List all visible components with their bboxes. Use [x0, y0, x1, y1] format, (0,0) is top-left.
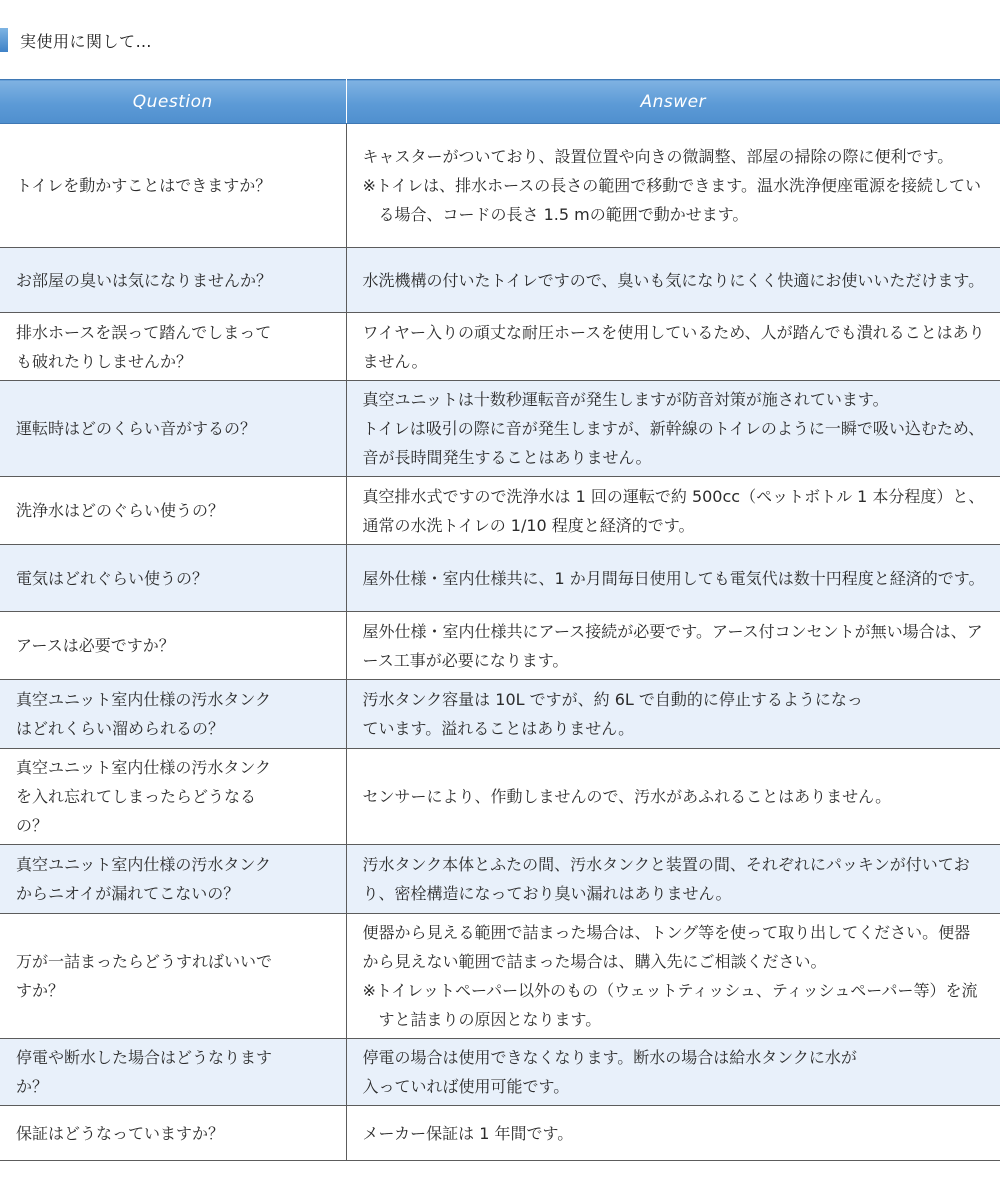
answer-column-header: Answer — [346, 80, 1000, 124]
answer-cell — [346, 612, 1000, 680]
answer-cell — [346, 313, 1000, 381]
faq-header-row — [0, 80, 1000, 124]
question-cell — [0, 124, 346, 248]
question-cell — [0, 612, 346, 680]
answer-text: ワイヤー入りの頑丈な耐圧ホースを使用しているため、人が踏んでも潰れることはありません。 — [362, 322, 985, 371]
answer-text: トイレは吸引の際に音が発生しますが、新幹線のトイレのように一瞬で吸い込むため、音が長時間発生することはありません。 — [362, 419, 985, 467]
answer-cell — [346, 680, 1000, 749]
question-cell — [0, 1039, 346, 1106]
question-text: 保証はどうなっていますか？ — [16, 1123, 225, 1143]
faq-row — [0, 1106, 1000, 1161]
faq-row — [0, 749, 1000, 845]
answer-cell — [346, 1106, 1000, 1161]
question-cell — [0, 313, 346, 381]
faq-body — [0, 124, 1000, 1161]
question-text: の？ — [16, 816, 49, 835]
answer-text: キャスターがついており、設置位置や向きの微調整、部屋の掃除の際に便利です。 — [362, 147, 954, 166]
faq-table — [0, 79, 1000, 1161]
answer-cell — [346, 914, 1000, 1039]
heading-accent-bar — [0, 28, 8, 52]
faq-row — [0, 680, 1000, 749]
section-title: 実使用に関して… — [20, 31, 153, 51]
faq-row — [0, 477, 1000, 545]
answer-text: 屋外仕様・室内仕様共にアース接続が必要です。アース付コンセントが無い場合は、アース工事が必要になります。 — [362, 621, 983, 670]
faq-row — [0, 381, 1000, 477]
faq-row — [0, 124, 1000, 248]
question-text: 真空ユニット室内仕様の汚水タンク — [16, 855, 272, 874]
answer-cell — [346, 124, 1000, 248]
answer-cell — [346, 381, 1000, 477]
answer-note: ※トイレは、排水ホースの長さの範囲で移動できます。温水洗浄便座電源を接続している場合、コードの長さ 1.5 mの範囲で動かせます。 — [362, 176, 982, 224]
answer-cell — [346, 1039, 1000, 1106]
answer-cell — [346, 477, 1000, 545]
question-text: からニオイが漏れてこないの？ — [16, 884, 240, 903]
answer-text: メーカー保証は 1 年間です。 — [362, 1123, 574, 1143]
question-column-header: Question — [0, 80, 346, 124]
answer-text: 真空ユニットは十数秒運転音が発生しますが防音対策が施されています。 — [362, 390, 889, 409]
question-text: すか？ — [16, 981, 65, 1000]
answer-cell — [346, 749, 1000, 845]
faq-row — [0, 914, 1000, 1039]
question-text: 真空ユニット室内仕様の汚水タンク — [16, 758, 272, 777]
question-cell — [0, 845, 346, 914]
question-text: か？ — [16, 1077, 49, 1096]
question-text: も破れたりしませんか？ — [16, 351, 193, 371]
answer-text: 汚水タンク容量は 10L ですが、約 6L で自動的に停止するようになっ — [362, 690, 863, 709]
answer-cell — [346, 545, 1000, 612]
question-text: 電気はどれぐらい使うの？ — [16, 568, 209, 588]
faq-row — [0, 248, 1000, 313]
section-heading — [0, 29, 152, 51]
answer-text: ています。溢れることはありません。 — [362, 719, 635, 738]
answer-cell — [346, 248, 1000, 313]
answer-note: ※トイレットペーパー以外のもの（ウェットティッシュ、ティッシュペーパー等）を流すと詰まりの原因となります。 — [362, 981, 978, 1029]
question-text: はどれくらい溜められるの？ — [16, 719, 225, 738]
question-text: 真空ユニット室内仕様の汚水タンク — [16, 690, 272, 709]
question-text: 万が一詰まったらどうすればいいで — [16, 952, 273, 971]
question-cell — [0, 914, 346, 1039]
faq-row — [0, 313, 1000, 381]
question-text: トイレを動かすことはできますか？ — [16, 176, 272, 195]
question-text: 排水ホースを誤って踏んでしまって — [16, 322, 272, 342]
answer-text: 屋外仕様・室内仕様共に、1 か月間毎日使用しても電気代は数十円程度と経済的です。 — [362, 568, 985, 588]
question-cell — [0, 1106, 346, 1161]
question-cell — [0, 477, 346, 545]
question-text: 運転時はどのくらい音がするの？ — [16, 419, 257, 438]
answer-text: 真空排水式ですので洗浄水は 1 回の運転で約 500cc（ペットボトル 1 本分程度）と、通常の水洗トイレの 1/10 程度と経済的です。 — [362, 486, 985, 535]
answer-text: 入っていれば使用可能です。 — [362, 1077, 570, 1096]
question-cell — [0, 381, 346, 477]
answer-text: 停電の場合は使用できなくなります。断水の場合は給水タンクに水が — [362, 1048, 857, 1067]
question-cell — [0, 248, 346, 313]
faq-row — [0, 845, 1000, 914]
answer-text: 水洗機構の付いたトイレですので、臭いも気になりにくく快適にお使いいただけます。 — [362, 270, 985, 290]
answer-text: 汚水タンク本体とふたの間、汚水タンクと装置の間、それぞれにパッキンが付いており、密栓構造になっており臭い漏れはありません。 — [362, 855, 970, 903]
faq-row — [0, 612, 1000, 680]
question-text: アースは必要ですか？ — [16, 636, 175, 655]
answer-cell — [346, 845, 1000, 914]
answer-text: 便器から見える範囲で詰まった場合は、トング等を使って取り出してください。便器から見えない範囲で詰まった場合は、購入先にご相談ください。 — [362, 923, 971, 971]
question-text: 停電や断水した場合はどうなります — [16, 1048, 273, 1067]
question-cell — [0, 749, 346, 845]
question-text: を入れ忘れてしまったらどうなる — [16, 787, 257, 806]
question-text: お部屋の臭いは気になりませんか？ — [16, 270, 273, 290]
question-cell — [0, 680, 346, 749]
answer-text: センサーにより、作動しませんので、汚水があふれることはありません。 — [362, 787, 892, 806]
faq-row — [0, 1039, 1000, 1106]
question-cell — [0, 545, 346, 612]
question-text: 洗浄水はどのぐらい使うの？ — [16, 501, 225, 520]
faq-row — [0, 545, 1000, 612]
